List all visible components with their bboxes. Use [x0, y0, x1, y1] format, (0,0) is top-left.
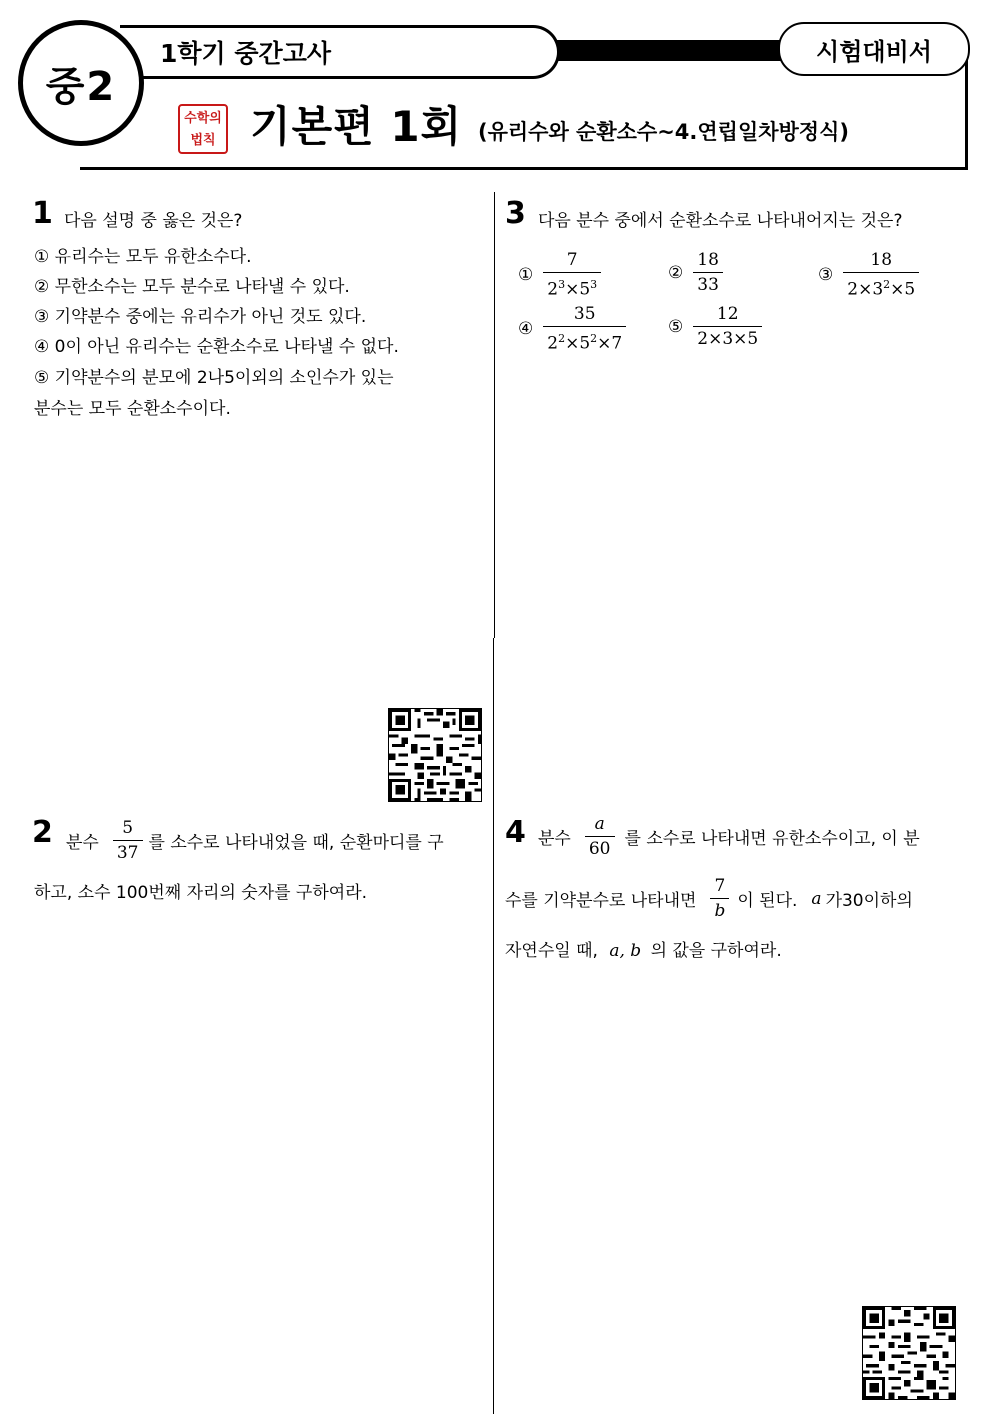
q3-choice-3[interactable] — [818, 250, 923, 300]
q4-line3-pre: 자연수일 때, — [505, 941, 598, 961]
q3-c1-den: $2^3\times 5^3$ — [543, 272, 601, 300]
q3-c2-den: 33 — [693, 272, 723, 295]
q1-choice-4: ④ 0이 아닌 유리수는 순환소수로 나타낼 수 없다. — [34, 337, 399, 357]
q2-line-1 — [66, 818, 444, 863]
q4-line2-mid: 이 된다. — [737, 891, 798, 911]
q1-choice-5: ⑤ 기약분수의 분모에 2나5이외의 소인수가 있는 — [34, 368, 394, 388]
q1-choice-3: ③ 기약분수 중에는 유리수가 아닌 것도 있다. — [34, 307, 367, 327]
q2-frac-num: 5 — [122, 818, 134, 838]
q3-choice-1-fraction — [543, 250, 601, 300]
term-label: 1학기 중간고사 — [120, 25, 560, 79]
grade-badge: 중2 — [18, 20, 144, 146]
q1-number: 1 — [32, 196, 53, 231]
q2-fraction — [113, 818, 143, 863]
q3-choice-5-mark: ⑤ — [668, 316, 684, 337]
q4-frac1-den: 60 — [585, 836, 615, 859]
q4-line-3 — [505, 936, 782, 961]
brand-seal-logo: 수학의 법칙 — [178, 104, 228, 154]
q4-line-2 — [505, 876, 913, 921]
q3-c2-num: 18 — [697, 250, 719, 270]
q3-choice-5[interactable] — [668, 304, 766, 349]
q3-choice-2-fraction — [693, 250, 723, 295]
q3-choice-4[interactable] — [518, 304, 630, 354]
q1-choice-1: ① 유리수는 모두 유한소수다. — [34, 247, 252, 267]
q3-choice-4-mark: ④ — [518, 318, 534, 339]
page-title: 기본편 1회 — [250, 102, 463, 151]
tag-label: 시험대비서 — [778, 22, 970, 76]
q4-fraction-2 — [710, 876, 729, 921]
q2-line-2: 하고, 소수 100번째 자리의 숫자를 구하여라. — [34, 883, 368, 903]
q4-var-a: a — [811, 888, 822, 909]
q4-frac2-den: b — [710, 898, 729, 921]
q3-c5-den: 2×3×5 — [693, 326, 762, 349]
q3-number: 3 — [505, 196, 526, 231]
q2-post: 를 소수로 나타내었을 때, 순환마디를 구 — [148, 833, 444, 853]
q3-c3-den: $2\times 3^2\times 5$ — [843, 272, 919, 300]
q4-frac2-num: 7 — [714, 876, 726, 896]
header-bar — [540, 40, 790, 60]
q4-vars-ab: a, b — [609, 941, 642, 961]
q3-c3-num: 18 — [870, 250, 893, 270]
column-divider-bottom — [493, 638, 494, 1414]
q4-line2-pre: 수를 기약분수로 나타내면 — [505, 891, 697, 911]
q3-choice-3-fraction — [843, 250, 919, 300]
q3-choice-2-mark: ② — [668, 262, 684, 283]
q2-frac-den: 37 — [113, 840, 143, 863]
q3-choice-1[interactable] — [518, 250, 605, 300]
qr-code-2[interactable] — [862, 1306, 956, 1400]
q3-c4-num: 35 — [573, 304, 596, 324]
q3-c4-den: $2^2\times 5^2\times 7$ — [543, 326, 626, 354]
qr-code-1[interactable] — [388, 708, 482, 802]
q3-choice-3-mark: ③ — [818, 264, 834, 285]
q3-choice-2[interactable] — [668, 250, 727, 295]
q3-c1-num: 7 — [566, 250, 578, 270]
q4-number: 4 — [505, 815, 526, 850]
q1-choice-2: ② 무한소수는 모두 분수로 나타낼 수 있다. — [34, 277, 350, 297]
q4-line3-post: 의 값을 구하여라. — [650, 941, 782, 961]
q3-choice-5-fraction — [693, 304, 762, 349]
q4-line2-post: 가30이하의 — [825, 891, 913, 911]
q2-pre: 분수 — [66, 833, 99, 853]
q3-choice-1-mark: ① — [518, 264, 534, 285]
q4-post1: 를 소수로 나타내면 유한소수이고, 이 분 — [624, 829, 920, 849]
q1-stem: 다음 설명 중 옳은 것은? — [64, 211, 243, 231]
q4-pre: 분수 — [538, 829, 571, 849]
q4-fraction-1 — [585, 814, 615, 859]
q1-choice-5-cont: 분수는 모두 순환소수이다. — [34, 399, 231, 419]
page-subtitle: (유리수와 순환소수~4.연립일차방정식) — [478, 120, 849, 144]
column-divider-top — [494, 192, 495, 638]
q4-frac1-num: a — [594, 814, 605, 834]
q3-choice-4-fraction — [543, 304, 626, 354]
q3-stem: 다음 분수 중에서 순환소수로 나타내어지는 것은? — [538, 211, 903, 231]
q4-line-1 — [538, 814, 920, 859]
q3-c5-num: 12 — [716, 304, 739, 324]
q2-number: 2 — [32, 815, 53, 850]
